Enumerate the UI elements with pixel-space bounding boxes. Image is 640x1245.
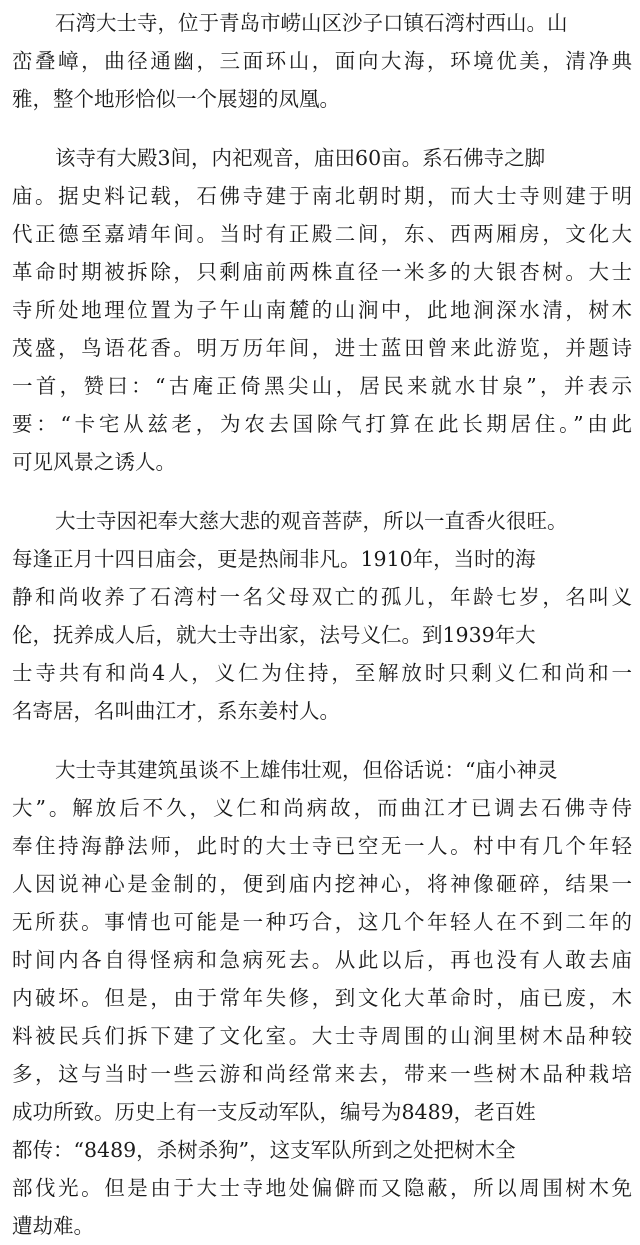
text-line: 部伐光。但是由于大士寺地处偏僻而又隐蔽，所以周围树木免 [12,1176,632,1200]
text-line: 庙。据史料记载，石佛寺建于南北朝时期，而大士寺则建于明 [12,184,632,208]
text-line: 要：“卡宅从兹老，为农去国除气打算在此长期居住。”由此 [12,412,632,436]
paragraph-2 [12,139,632,481]
text-line: 奉住持海静法师，此时的大士寺已空无一人。村中有几个年轻 [12,834,632,858]
text-line: 名寄居，名叫曲江才，系东姜村人。 [12,699,340,723]
text-line: 都传：“8489，杀树杀狗”，这支军队所到之处把树木全 [12,1138,516,1162]
paragraph-3 [12,502,632,730]
text-line: 茂盛，鸟语花香。明万历年间，进士蓝田曾来此游览，并题诗 [12,336,632,360]
paragraph-4 [12,751,632,1245]
text-line: 大士寺其建筑虽谈不上雄伟壮观，但俗话说：“庙小神灵 [55,758,558,782]
text-line: 该寺有大殿3间，内祀观音，庙田60亩。系石佛寺之脚 [55,146,546,170]
text-line: 石湾大士寺，位于青岛市崂山区沙子口镇石湾村西山。山 [55,11,568,35]
paragraph-1 [12,4,632,118]
text-line: 雅，整个地形恰似一个展翅的凤凰。 [12,87,340,111]
text-line: 革命时期被拆除，只剩庙前两株直径一米多的大银杏树。大士 [12,260,632,284]
paragraph-gap [12,730,632,751]
text-line: 静和尚收养了石湾村一名父母双亡的孤儿，年龄七岁，名叫义 [12,585,632,609]
paragraph-gap [12,118,632,139]
text-line: 人因说神心是金制的，便到庙内挖神心，将神像砸碎，结果一 [12,872,632,896]
text-line: 峦叠嶂，曲径通幽，三面环山，面向大海，环境优美，清净典 [12,49,632,73]
text-line: 寺所处地理位置为子午山南麓的山涧中，此地涧深水清，树木 [12,298,632,322]
text-line: 成功所致。历史上有一支反动军队，编号为8489，老百姓 [12,1100,536,1124]
text-line: 大士寺因祀奉大慈大悲的观音菩萨，所以一直香火很旺。 [55,509,568,533]
text-line: 遭劫难。 [12,1214,94,1238]
text-line: 士寺共有和尚4人，义仁为住持，至解放时只剩义仁和尚和一 [12,661,632,685]
text-line: 代正德至嘉靖年间。当时有正殿二间，东、西两厢房，文化大 [12,222,632,246]
text-line: 内破坏。但是，由于常年失修，到文化大革命时，庙已废，木 [12,986,632,1010]
article-body [12,4,632,1245]
text-line: 料被民兵们拆下建了文化室。大士寺周围的山涧里树木品种较 [12,1024,632,1048]
text-line: 每逢正月十四日庙会，更是热闹非凡。1910年，当时的海 [12,547,536,571]
text-line: 多，这与当时一些云游和尚经常来去，带来一些树木品种栽培 [12,1062,632,1086]
text-line: 可见风景之诱人。 [12,450,176,474]
text-line: 一首，赞曰：“古庵正倚黑尖山，居民来就水甘泉”，并表示 [12,374,632,398]
paragraph-gap [12,481,632,502]
text-line: 伦，抚养成人后，就大士寺出家，法号义仁。到1939年大 [12,623,536,647]
text-line: 大”。解放后不久，义仁和尚病故，而曲江才已调去石佛寺侍 [12,796,632,820]
text-line: 无所获。事情也可能是一种巧合，这几个年轻人在不到二年的 [12,910,632,934]
text-line: 时间内各自得怪病和急病死去。从此以后，再也没有人敢去庙 [12,948,632,972]
